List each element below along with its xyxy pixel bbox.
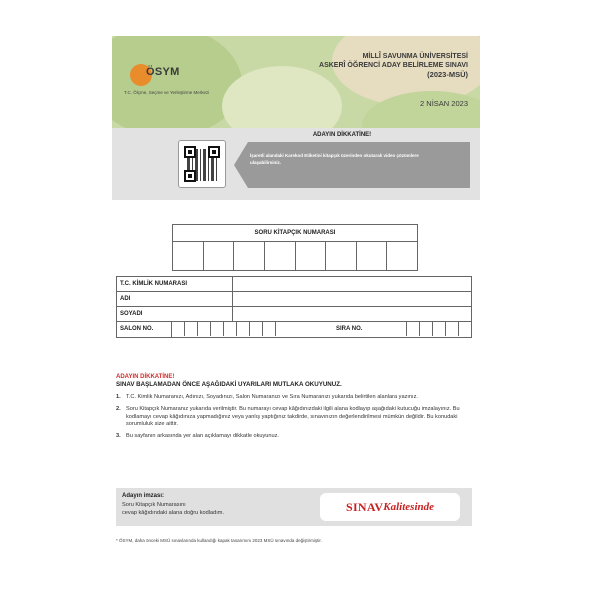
signature-line1: Soru Kitapçık Numarasını: [122, 502, 186, 508]
footer-note: * ÖSYM, daha önceki MSÜ sınavlarında kullandığı kapak tasarımını 2023 MSÜ sınavında değiştirmiştir.: [116, 538, 322, 543]
digit-box[interactable]: [173, 241, 204, 270]
sira-box[interactable]: [445, 322, 458, 336]
tc-label: T.C. KİMLİK NUMARASI: [117, 277, 233, 291]
salon-row: [117, 322, 471, 337]
qr-code-icon: [178, 140, 226, 188]
salon-box[interactable]: [263, 322, 276, 336]
booklet-number-boxes[interactable]: [172, 241, 418, 271]
salon-box[interactable]: [211, 322, 224, 336]
notice-banner: [112, 128, 480, 200]
exam-title-line3: (2023-MSÜ): [427, 70, 468, 79]
salon-box[interactable]: [172, 322, 185, 336]
name-field[interactable]: [233, 292, 471, 306]
surname-field[interactable]: [233, 307, 471, 321]
exam-date: 2 NİSAN 2023: [420, 99, 468, 108]
salon-sira-fields: [172, 322, 471, 337]
tc-row: [117, 277, 471, 292]
warnings-list: [116, 394, 472, 445]
signature-title: Adayın imzası:: [122, 493, 165, 499]
signature-box[interactable]: [116, 488, 472, 526]
digit-box[interactable]: [387, 241, 417, 270]
salon-label: SALON NO.: [117, 322, 172, 337]
brand-logo: [320, 493, 460, 521]
notice-heading: ADAYIN DİKKATİNE!: [312, 132, 372, 138]
warning-item: [116, 394, 472, 401]
name-row: [117, 292, 471, 307]
digit-box[interactable]: [296, 241, 327, 270]
warning-item: [116, 406, 472, 428]
sira-box[interactable]: [458, 322, 471, 336]
booklet-number-title: SORU KİTAPÇIK NUMARASI: [172, 224, 418, 242]
sira-box[interactable]: [419, 322, 432, 336]
signature-line2: cevap kâğıdındaki alana doğru kodladım.: [122, 510, 224, 516]
warning-number: 1.: [116, 394, 121, 400]
candidate-info-table: [116, 276, 472, 338]
exam-title-line1: MİLLÎ SAVUNMA ÜNİVERSİTESİ: [362, 53, 468, 60]
salon-box[interactable]: [237, 322, 250, 336]
brand-script: Kalitesinde: [383, 501, 435, 513]
sira-label: SIRA NO.: [336, 326, 363, 332]
digit-box[interactable]: [234, 241, 265, 270]
qr-finder: [184, 170, 196, 182]
exam-title: [319, 52, 468, 79]
warning-text: T.C. Kimlik Numaranızı, Adınızı, Soyadınızı, Salon Numaranızı ve Sıra Numaranızı yukarıda belirtilen alanlara yazınız.: [126, 394, 418, 400]
notice-text: İşaretli alandaki Karekod Etiketini kitapçık üzerinden okutarak video çözümlere ulaşabilirsiniz.: [250, 153, 419, 165]
warnings-heading: ADAYIN DİKKATİNE!: [116, 374, 175, 380]
salon-box[interactable]: [250, 322, 263, 336]
sira-field[interactable]: [406, 322, 471, 337]
digit-box[interactable]: [357, 241, 388, 270]
salon-field[interactable]: [172, 322, 276, 337]
osym-subtitle: T.C. Ölçme, Seçme ve Yerleştirme Merkezi: [124, 90, 210, 95]
exam-cover-page: [112, 36, 480, 556]
cover-header: [112, 36, 480, 128]
surname-row: [117, 307, 471, 322]
warning-item: [116, 433, 472, 440]
warning-text: Bu sayfanın arkasında yer alan açıklamayı dikkatle okuyunuz.: [126, 433, 279, 440]
salon-box[interactable]: [198, 322, 211, 336]
qr-finder: [184, 146, 196, 158]
warning-number: 2.: [116, 406, 121, 413]
digit-box[interactable]: [326, 241, 357, 270]
sira-box[interactable]: [432, 322, 445, 336]
tc-field[interactable]: [233, 277, 471, 291]
warning-text: Soru Kitapçık Numaranız yukarıda verilmiştir. Bu numarayı cevap kâğıdınızdaki ilgili alana kodlayıp aşağıdaki kutucuğu imzalayınız. Bu kodlamayı cevap kâğıdınıza yapmadığınız veya yanlış yaptığınız takdirde, sınavınızın değerlendirilmesi mümkün değildir. Bu konudaki sorumluluk size aittir.: [126, 406, 460, 427]
digit-box[interactable]: [204, 241, 235, 270]
osym-logo-text: ÖSYM: [146, 66, 180, 78]
qr-finder: [208, 146, 220, 158]
salon-box[interactable]: [185, 322, 198, 336]
sira-box[interactable]: [406, 322, 419, 336]
exam-title-line2: ASKERÎ ÖĞRENCİ ADAY BELİRLEME SINAVI: [319, 62, 468, 69]
warning-number: 3.: [116, 433, 121, 440]
surname-label: SOYADI: [117, 307, 233, 321]
brand-main: SINAV: [345, 499, 384, 514]
salon-box[interactable]: [224, 322, 237, 336]
name-label: ADI: [117, 292, 233, 306]
digit-box[interactable]: [265, 241, 296, 270]
warnings-subheading: SINAV BAŞLAMADAN ÖNCE AŞAĞIDAKİ UYARILARI MUTLAKA OKUYUNUZ.: [116, 381, 342, 388]
